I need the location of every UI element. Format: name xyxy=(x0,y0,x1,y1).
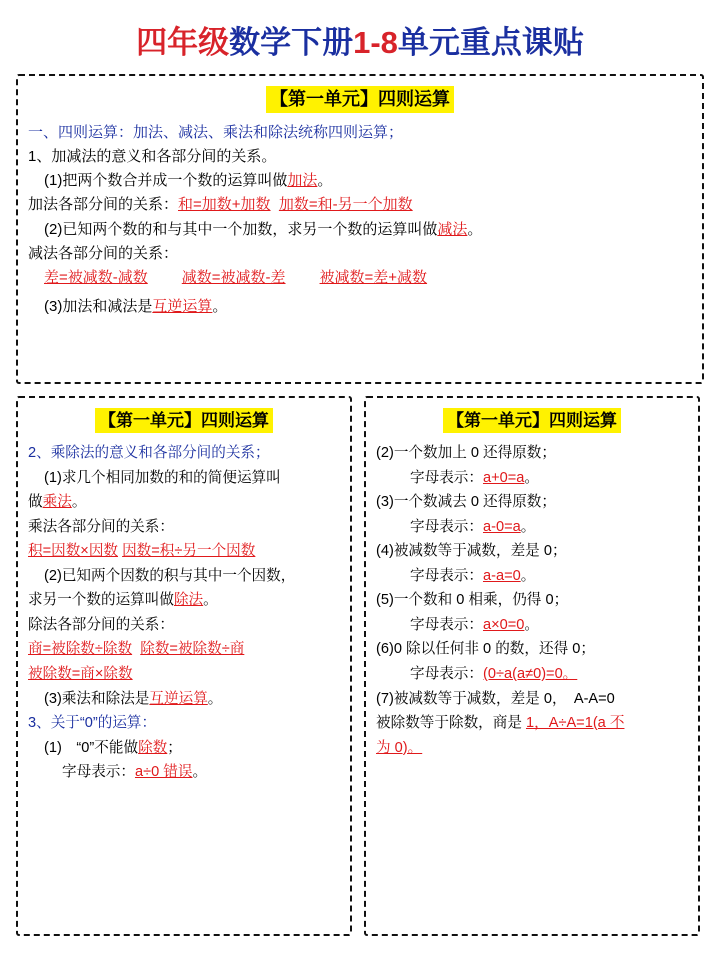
line-item-2-2-cont xyxy=(28,588,340,613)
text-segment: 。 xyxy=(467,220,483,238)
text-segment: 。 xyxy=(212,297,228,315)
line-rule-5-letters xyxy=(376,613,688,638)
line-multiplication-formulas xyxy=(28,539,340,564)
line-item-2-3 xyxy=(28,687,340,712)
formula-factor: 因数=积÷另一个因数 xyxy=(122,543,256,560)
text-segment: (1)把两个数合并成一个数的运算叫做 xyxy=(44,172,288,190)
card-unit1-right xyxy=(364,396,700,936)
line-item-2-2: (2)已知两个因数的积与其中一个因数， xyxy=(44,567,296,584)
text-segment: 。 xyxy=(524,469,539,486)
line-rule-7-cont xyxy=(376,711,688,736)
text-segment: (3)加法和减法是 xyxy=(44,297,153,315)
text-segment: 做 xyxy=(28,494,43,511)
text-segment: 字母表示： xyxy=(410,567,483,584)
text-segment: 。 xyxy=(203,592,218,609)
text-segment: 。 xyxy=(207,690,223,707)
text-segment: 。 xyxy=(520,567,536,584)
line-rule-4: (4)被减数等于减数，差是 0； xyxy=(376,543,567,560)
term-division: 除法 xyxy=(173,592,204,609)
line-rule-6: (6)0 除以任何非 0 的数，还得 0； xyxy=(376,641,595,658)
line-rule-4-letters xyxy=(376,564,688,589)
line-item-3-1-letters xyxy=(28,760,340,785)
formula-sum: 和=加数+加数 xyxy=(178,196,271,214)
card-header-right xyxy=(376,408,688,433)
card-header-label: 【第一单元】四则运算 xyxy=(266,86,454,113)
text-segment: (3)乘法和除法是 xyxy=(44,690,150,707)
term-multiplication: 乘法 xyxy=(42,494,72,511)
line-item-1: 1、加减法的意义和各部分间的关系。 xyxy=(28,147,277,165)
term-inverse-operation: 互逆运算 xyxy=(152,297,213,315)
line-rule-2-letters xyxy=(376,466,688,491)
title-part-suffix: 单元重点课贴 xyxy=(397,25,584,60)
title-part-range: 1-8 xyxy=(353,25,398,60)
text-segment: 。 xyxy=(71,494,87,511)
title-part-grade: 四年级 xyxy=(136,25,230,60)
line-item-3-1 xyxy=(28,736,340,761)
text-segment: 。 xyxy=(520,518,536,535)
line-division-formulas-1 xyxy=(28,637,340,662)
text-segment: 求另一个数的运算叫做 xyxy=(28,592,174,609)
formula-group xyxy=(44,266,692,290)
text-segment: 被除数等于除数，商是 xyxy=(376,715,526,732)
line-division-formulas-2 xyxy=(28,662,340,687)
card-unit1-top xyxy=(16,74,704,384)
line-item-2: 2、乘除法的意义和各部分间的关系； xyxy=(28,445,270,462)
text-segment: 。 xyxy=(524,616,539,633)
line-addition-relations xyxy=(28,193,692,217)
text-segment: ； xyxy=(167,739,182,756)
line-rule-7: (7)被减数等于减数，差是 0， A-A=0 xyxy=(376,690,615,707)
formula-difference: 差=被减数-减数 xyxy=(44,269,148,287)
line-rule-7-cont2 xyxy=(376,736,688,761)
formula-a-div-a: 1，A÷A=1(a 不 xyxy=(526,715,625,732)
term-inverse-operation: 互逆运算 xyxy=(149,690,208,707)
formula-a-div-0: a÷0 错误 xyxy=(134,764,193,781)
formula-product: 积=因数×因数 xyxy=(28,543,119,560)
line-item-2-1: (1)求几个相同加数的和的简便运算叫 xyxy=(44,469,281,486)
card-columns xyxy=(16,396,704,936)
line-rule-6-letters xyxy=(376,662,688,687)
term-divisor: 除数 xyxy=(138,739,168,756)
text-segment: 字母表示： xyxy=(410,518,483,535)
line-rule-3: (3)一个数减去 0 还得原数； xyxy=(376,494,556,511)
page-title xyxy=(16,26,704,60)
formula-a-plus-0: a+0=a xyxy=(482,469,525,486)
line-rule-5: (5)一个数和 0 相乘，仍得 0； xyxy=(376,592,569,609)
line-item-2-1-cont xyxy=(28,490,340,515)
formula-a-minus-a: a-a=0 xyxy=(482,567,521,584)
text-segment: 字母表示： xyxy=(410,616,483,633)
line-definition: 一、四则运算：加法、减法、乘法和除法统称四则运算； xyxy=(28,123,404,141)
text-segment: (1) “0”不能做 xyxy=(44,739,139,756)
formula-divisor: 除数=被除数÷商 xyxy=(140,641,245,658)
line-item-1-2 xyxy=(28,218,692,242)
line-rule-2: (2)一个数加上 0 还得原数； xyxy=(376,445,556,462)
line-item-3: 3、关于“0”的运算： xyxy=(28,715,157,732)
text-segment: 。 xyxy=(317,172,333,190)
formula-quotient: 商=被除数÷除数 xyxy=(28,641,133,658)
line-division-relations-title: 除法各部分间的关系： xyxy=(28,616,174,633)
text-segment: 加法各部分间的关系： xyxy=(28,196,179,214)
formula-subtrahend: 减数=被减数-差 xyxy=(181,269,286,287)
term-addition: 加法 xyxy=(287,172,318,190)
text-segment: 字母表示： xyxy=(410,469,483,486)
card-header-top xyxy=(28,86,692,113)
card-unit1-left xyxy=(16,396,352,936)
line-item-1-3 xyxy=(28,295,692,319)
term-subtraction: 减法 xyxy=(437,220,468,238)
card-header-left xyxy=(28,408,340,433)
formula-minuend: 被减数=差+减数 xyxy=(319,269,428,287)
text-segment: 字母表示： xyxy=(410,665,483,682)
formula-a-div-a-tail: 为 0)。 xyxy=(376,739,423,756)
line-subtraction-relations-title: 减法各部分间的关系： xyxy=(28,245,179,263)
line-subtraction-formulas xyxy=(28,266,692,290)
formula-a-times-0: a×0=0 xyxy=(482,616,525,633)
line-item-1-1 xyxy=(28,169,692,193)
text-segment: 字母表示： xyxy=(62,764,135,781)
title-part-subject: 数学下册 xyxy=(229,25,354,60)
card-header-label: 【第一单元】四则运算 xyxy=(443,408,621,433)
formula-dividend: 被除数=商×除数 xyxy=(28,665,133,682)
line-rule-3-letters xyxy=(376,515,688,540)
line-multiplication-relations-title: 乘法各部分间的关系： xyxy=(28,518,174,535)
text-segment: (2)已知两个数的和与其中一个加数，求另一个数的运算叫做 xyxy=(44,220,438,238)
text-segment: 。 xyxy=(192,764,208,781)
formula-addend: 加数=和-另一个加数 xyxy=(278,196,413,214)
card-header-label: 【第一单元】四则运算 xyxy=(95,408,273,433)
formula-0-div-a: (0÷a(a≠0)=0。 xyxy=(482,665,578,682)
formula-a-minus-0: a-0=a xyxy=(482,518,521,535)
